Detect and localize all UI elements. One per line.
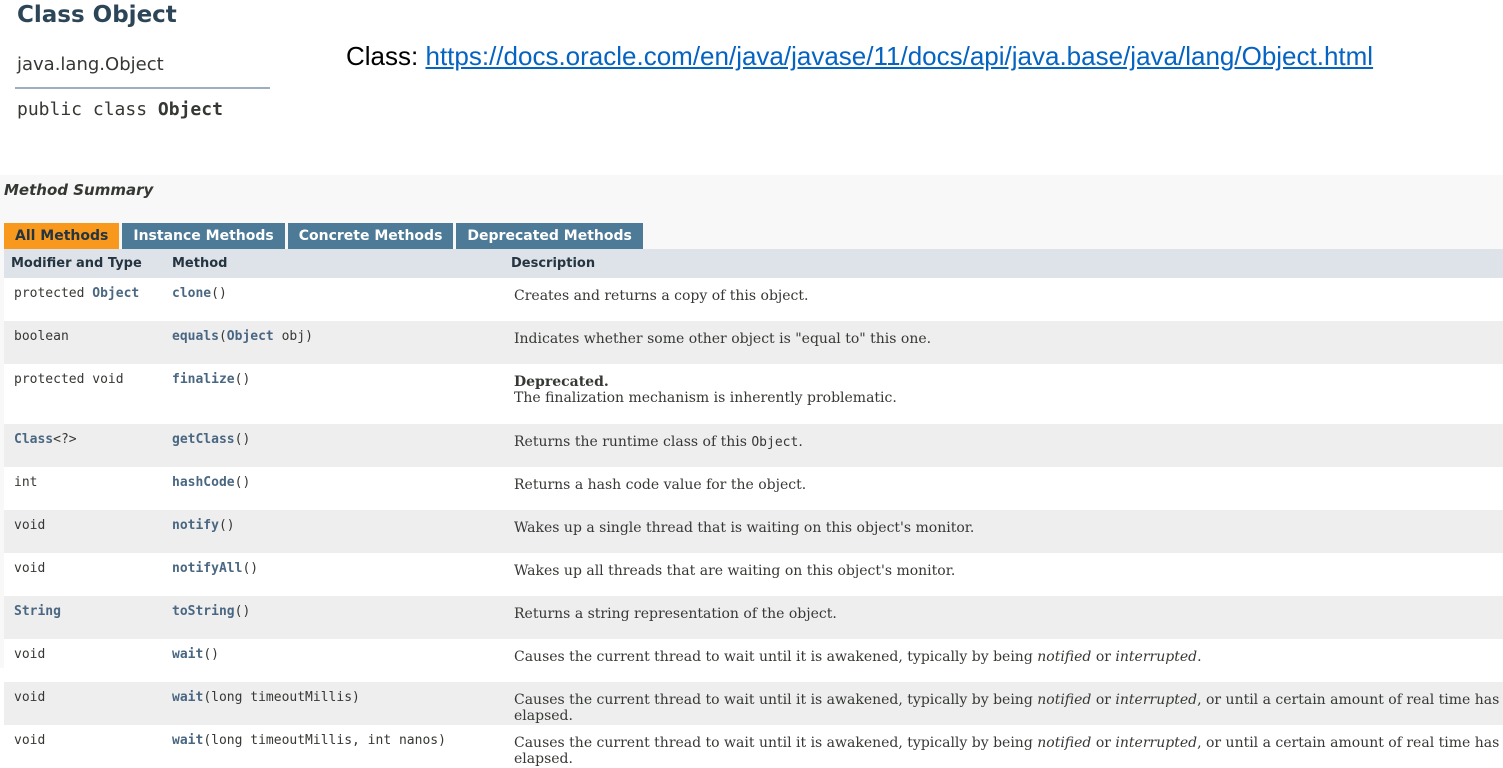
table-row xyxy=(4,725,1503,768)
method-link[interactable]: toString xyxy=(172,604,235,619)
method-link[interactable]: wait xyxy=(172,733,204,748)
modifier-text: void xyxy=(14,733,46,748)
description-cell xyxy=(511,278,1503,321)
method-summary-title: Method Summary xyxy=(4,181,154,199)
description-cell xyxy=(511,467,1503,510)
method-link[interactable]: wait xyxy=(172,690,204,705)
method-cell xyxy=(172,510,511,553)
modifier-text: void xyxy=(14,690,46,705)
modifier-cell xyxy=(4,553,172,596)
method-cell xyxy=(172,278,511,321)
method-cell xyxy=(172,553,511,596)
description-text: The finalization mechanism is inherently problematic. xyxy=(514,390,897,406)
modifier-text: boolean xyxy=(14,329,69,344)
method-link[interactable]: notify xyxy=(172,518,219,533)
description-text: or xyxy=(1091,649,1116,665)
modifier-cell xyxy=(4,639,172,682)
description-code: Object xyxy=(751,435,799,450)
modifier-cell xyxy=(4,596,172,639)
modifier-text: protected void xyxy=(14,372,124,387)
description-cell xyxy=(511,596,1503,639)
tab-concrete-methods[interactable]: Concrete Methods xyxy=(288,223,454,249)
modifier-text: void xyxy=(14,647,46,662)
method-params: () xyxy=(218,518,235,533)
modifier-text: int xyxy=(14,475,38,490)
description-text-end: . xyxy=(798,434,803,450)
column-header-modifier: Modifier and Type xyxy=(4,249,172,278)
page-title: Class Object xyxy=(17,2,177,28)
description-cell xyxy=(511,639,1503,682)
description-text-end: , or until a certain amount of real time has elapsed. xyxy=(514,692,1500,724)
description-text: Causes the current thread to wait until it is awakened, typically by being xyxy=(514,692,1038,708)
method-params: () xyxy=(234,475,251,490)
description-text: or xyxy=(1091,735,1116,751)
description-text: Returns a hash code value for the object. xyxy=(514,477,807,493)
table-row xyxy=(4,321,1503,364)
description-cell xyxy=(511,424,1503,467)
method-cell xyxy=(172,639,511,682)
description-text-end: . xyxy=(1197,649,1202,665)
method-link[interactable]: clone xyxy=(172,286,212,301)
table-row xyxy=(4,467,1503,510)
modifier-cell xyxy=(4,510,172,553)
method-params: () xyxy=(234,432,251,447)
signature-name: Object xyxy=(157,99,223,120)
method-params: (long timeoutMillis, int nanos) xyxy=(203,733,446,748)
deprecated-label: Deprecated. xyxy=(514,374,609,390)
description-emphasis: interrupted xyxy=(1115,649,1198,665)
tab-deprecated-methods[interactable]: Deprecated Methods xyxy=(456,223,642,249)
method-link[interactable]: hashCode xyxy=(172,475,235,490)
method-summary xyxy=(0,175,1503,767)
table-row xyxy=(4,510,1503,553)
table-row xyxy=(4,682,1503,725)
modifier-cell xyxy=(4,278,172,321)
method-cell xyxy=(172,682,511,725)
description-emphasis: notified xyxy=(1037,692,1092,708)
description-cell xyxy=(511,553,1503,596)
modifier-cell xyxy=(4,682,172,725)
description-cell xyxy=(511,510,1503,553)
table-row xyxy=(4,364,1503,424)
description-cell xyxy=(511,682,1503,725)
description-emphasis: interrupted xyxy=(1115,692,1198,708)
method-link[interactable]: equals xyxy=(172,329,219,344)
description-emphasis: interrupted xyxy=(1115,735,1198,751)
tab-all-methods[interactable]: All Methods xyxy=(4,223,119,249)
column-header-method: Method xyxy=(172,249,511,278)
modifier-cell xyxy=(4,321,172,364)
method-cell xyxy=(172,321,511,364)
description-text: Wakes up all threads that are waiting on this object's monitor. xyxy=(514,563,956,579)
method-params: () xyxy=(203,647,219,662)
method-link[interactable]: finalize xyxy=(172,372,235,387)
description-cell xyxy=(511,321,1503,364)
type-suffix: <?> xyxy=(53,432,77,447)
param-type-link[interactable]: Object xyxy=(226,329,274,344)
class-signature xyxy=(17,99,223,120)
method-link[interactable]: notifyAll xyxy=(172,561,243,576)
description-text-end: , or until a certain amount of real time has elapsed. xyxy=(514,735,1500,767)
table-row xyxy=(4,278,1503,321)
description-text: Causes the current thread to wait until it is awakened, typically by being xyxy=(514,735,1038,751)
description-emphasis: notified xyxy=(1037,735,1092,751)
method-cell xyxy=(172,364,511,424)
type-link[interactable]: String xyxy=(14,604,61,619)
class-doc-hyperlink[interactable]: https://docs.oracle.com/en/java/javase/11/docs/api/java.base/java/lang/Object.html xyxy=(425,41,1374,71)
class-doc-link-line xyxy=(346,41,1373,72)
type-link[interactable]: Class xyxy=(14,432,54,447)
tab-instance-methods[interactable]: Instance Methods xyxy=(122,223,284,249)
description-text: Creates and returns a copy of this object. xyxy=(514,288,809,304)
description-emphasis: notified xyxy=(1037,649,1092,665)
modifier-cell xyxy=(4,467,172,510)
modifier-text: void xyxy=(14,561,46,576)
method-params: (long timeoutMillis) xyxy=(203,690,360,705)
method-cell xyxy=(172,725,511,768)
table-row xyxy=(4,424,1503,467)
class-link-label: Class: xyxy=(346,41,419,71)
method-table xyxy=(4,249,1503,768)
signature-prefix: public class xyxy=(17,99,158,120)
description-text: Indicates whether some other object is "equal to" this one. xyxy=(514,331,932,347)
modifier-text: protected xyxy=(14,286,93,301)
description-text: Returns the runtime class of this xyxy=(514,434,752,450)
method-tabs xyxy=(4,223,643,249)
package-name: java.lang.Object xyxy=(17,54,164,75)
column-header-description: Description xyxy=(511,249,1503,278)
modifier-cell xyxy=(4,364,172,424)
type-link[interactable]: Object xyxy=(92,286,140,301)
method-params: () xyxy=(234,604,251,619)
method-cell xyxy=(172,596,511,639)
method-cell xyxy=(172,467,511,510)
description-cell xyxy=(511,364,1503,424)
divider xyxy=(15,87,270,89)
description-text: Returns a string representation of the object. xyxy=(514,606,837,622)
method-params: () xyxy=(242,561,259,576)
table-row xyxy=(4,596,1503,639)
method-cell xyxy=(172,424,511,467)
method-params: () xyxy=(211,286,227,301)
method-params: ( xyxy=(218,329,227,344)
modifier-cell xyxy=(4,725,172,768)
modifier-cell xyxy=(4,424,172,467)
method-params: () xyxy=(234,372,251,387)
table-row xyxy=(4,553,1503,596)
modifier-text: void xyxy=(14,518,46,533)
method-params-end: obj) xyxy=(273,329,313,344)
description-text: Wakes up a single thread that is waiting on this object's monitor. xyxy=(514,520,975,536)
description-text: Causes the current thread to wait until it is awakened, typically by being xyxy=(514,649,1038,665)
description-text: or xyxy=(1091,692,1116,708)
method-link[interactable]: wait xyxy=(172,647,204,662)
method-link[interactable]: getClass xyxy=(172,432,235,447)
table-row xyxy=(4,639,1503,682)
description-cell xyxy=(511,725,1503,768)
